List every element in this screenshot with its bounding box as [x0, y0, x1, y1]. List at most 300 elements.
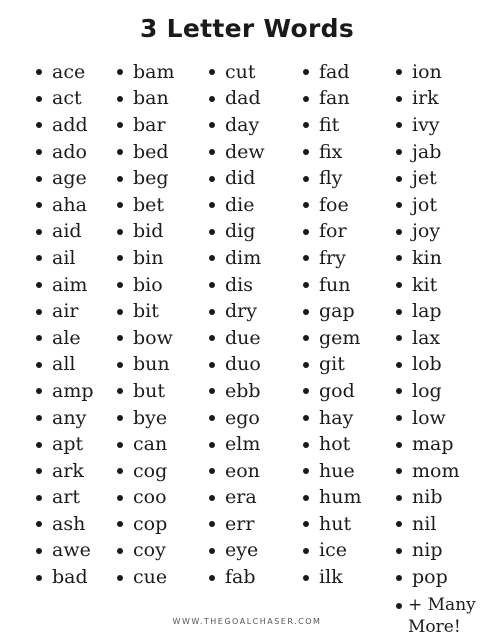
bullet-icon	[36, 548, 42, 554]
list-item	[117, 511, 175, 538]
list-item	[117, 192, 175, 219]
bullet-icon	[396, 176, 402, 182]
bullet-icon	[396, 388, 402, 394]
bullet-icon	[117, 575, 123, 581]
bullet-icon	[303, 495, 309, 501]
word-text: ado	[52, 140, 87, 163]
bullet-icon	[396, 282, 402, 288]
list-item	[303, 564, 362, 591]
list-item	[303, 538, 362, 565]
bullet-icon	[209, 575, 215, 581]
bullet-icon	[209, 255, 215, 261]
word-text: coy	[133, 539, 166, 562]
word-text: cue	[133, 566, 168, 589]
bullet-icon	[209, 415, 215, 421]
word-text: awe	[52, 539, 91, 562]
bullet-icon	[36, 362, 42, 368]
list-item	[209, 272, 265, 299]
word-text: dis	[225, 273, 253, 296]
bullet-icon	[36, 122, 42, 128]
bullet-icon	[209, 362, 215, 368]
bullet-icon	[303, 335, 309, 341]
list-item	[209, 538, 265, 565]
list-item	[36, 485, 94, 512]
bullet-icon	[117, 442, 123, 448]
bullet-icon	[117, 255, 123, 261]
bullet-icon	[303, 362, 309, 368]
list-item	[36, 511, 94, 538]
list-item	[36, 86, 94, 113]
bullet-icon	[303, 309, 309, 315]
bullet-icon	[209, 335, 215, 341]
bullet-icon	[396, 442, 402, 448]
list-item	[36, 538, 94, 565]
bullet-icon	[117, 548, 123, 554]
list-item	[36, 112, 94, 139]
word-text: fix	[319, 140, 343, 163]
bullet-icon	[303, 575, 309, 581]
list-item	[209, 485, 265, 512]
list-item	[36, 564, 94, 591]
word-text: fun	[319, 273, 351, 296]
list-item	[396, 139, 459, 166]
word-text: bet	[133, 193, 165, 216]
bullet-icon	[117, 229, 123, 235]
bullet-icon	[303, 282, 309, 288]
word-text: lob	[412, 353, 442, 376]
list-item	[209, 405, 265, 432]
word-text: aim	[52, 273, 88, 296]
word-text: ego	[225, 406, 260, 429]
word-text: apt	[52, 433, 84, 456]
list-item	[209, 112, 265, 139]
list-item	[303, 352, 362, 379]
list-item	[117, 378, 175, 405]
bullet-icon	[117, 202, 123, 208]
bullet-icon	[303, 548, 309, 554]
list-item	[209, 139, 265, 166]
word-text: ace	[52, 60, 86, 83]
list-item	[396, 86, 459, 113]
bullet-icon	[396, 96, 402, 102]
list-item	[303, 86, 362, 113]
word-text: dim	[225, 246, 262, 269]
list-item	[36, 272, 94, 299]
list-item	[36, 458, 94, 485]
bullet-icon	[303, 122, 309, 128]
list-item	[209, 431, 265, 458]
list-item	[209, 165, 265, 192]
bullet-icon	[209, 69, 215, 75]
list-item	[303, 325, 362, 352]
word-text: air	[52, 300, 79, 323]
word-text: fry	[319, 246, 346, 269]
list-item	[117, 165, 175, 192]
list-item	[36, 165, 94, 192]
word-text: all	[52, 353, 76, 376]
bullet-icon	[209, 495, 215, 501]
bullet-icon	[117, 309, 123, 315]
list-item	[396, 245, 459, 272]
bullet-icon	[303, 415, 309, 421]
bullet-icon	[303, 149, 309, 155]
bullet-icon	[396, 202, 402, 208]
list-item	[209, 59, 265, 86]
word-text: hut	[319, 512, 352, 535]
bullet-icon	[36, 309, 42, 315]
list-item	[303, 59, 362, 86]
word-text: day	[225, 113, 260, 136]
bullet-icon	[36, 282, 42, 288]
bullet-icon	[303, 255, 309, 261]
page-title: 3 Letter Words	[139, 14, 355, 43]
word-text: eon	[225, 459, 260, 482]
bullet-icon	[36, 388, 42, 394]
list-item	[396, 564, 459, 591]
bullet-icon	[209, 388, 215, 394]
list-item	[209, 564, 265, 591]
list-item	[117, 298, 175, 325]
many-more-line1: + Many	[408, 595, 476, 615]
list-item	[396, 511, 459, 538]
list-item	[396, 431, 459, 458]
list-item	[303, 298, 362, 325]
word-text: bar	[133, 113, 166, 136]
word-text: coo	[133, 486, 167, 509]
word-text: die	[225, 193, 255, 216]
bullet-icon	[36, 176, 42, 182]
bullet-icon	[396, 229, 402, 235]
bullet-icon	[396, 255, 402, 261]
bullet-icon	[303, 388, 309, 394]
list-item	[117, 59, 175, 86]
word-column-1	[36, 59, 94, 591]
list-item	[303, 219, 362, 246]
word-text: kin	[412, 246, 442, 269]
word-column-3	[209, 59, 265, 591]
list-item	[303, 485, 362, 512]
bullet-icon	[117, 69, 123, 75]
list-item	[117, 431, 175, 458]
list-item	[117, 112, 175, 139]
word-text: era	[225, 486, 257, 509]
bullet-icon	[117, 388, 123, 394]
list-item	[396, 325, 459, 352]
bullet-icon	[303, 69, 309, 75]
bullet-icon	[209, 202, 215, 208]
list-item	[117, 352, 175, 379]
word-text: bio	[133, 273, 163, 296]
word-text: bad	[52, 566, 88, 589]
word-text: ash	[52, 512, 86, 535]
list-item	[36, 245, 94, 272]
bullet-icon	[117, 468, 123, 474]
bullet-icon	[396, 309, 402, 315]
bullet-icon	[396, 521, 402, 527]
bullet-icon	[303, 521, 309, 527]
word-text: ale	[52, 326, 81, 349]
bullet-icon	[36, 255, 42, 261]
bullet-icon	[117, 122, 123, 128]
word-text: mom	[412, 459, 460, 482]
bullet-icon	[209, 149, 215, 155]
list-item	[396, 485, 459, 512]
list-item	[396, 272, 459, 299]
list-item	[36, 431, 94, 458]
bullet-icon	[209, 122, 215, 128]
word-text: dew	[225, 140, 265, 163]
list-item	[396, 219, 459, 246]
list-item	[117, 325, 175, 352]
list-item	[396, 112, 459, 139]
bullet-icon	[303, 176, 309, 182]
word-text: ebb	[225, 379, 261, 402]
word-text: bit	[133, 300, 159, 323]
word-text: fly	[319, 167, 343, 190]
word-text: bow	[133, 326, 173, 349]
list-item	[36, 352, 94, 379]
bullet-icon	[117, 521, 123, 527]
word-text: ice	[319, 539, 347, 562]
list-item	[117, 272, 175, 299]
bullet-icon	[396, 548, 402, 554]
bullet-icon	[117, 362, 123, 368]
list-item	[117, 485, 175, 512]
list-item	[209, 511, 265, 538]
word-text: eye	[225, 539, 259, 562]
word-text: dig	[225, 220, 256, 243]
word-text: low	[412, 406, 446, 429]
list-item	[117, 564, 175, 591]
word-text: any	[52, 406, 87, 429]
bullet-icon	[396, 495, 402, 501]
list-item	[36, 298, 94, 325]
word-text: log	[412, 379, 442, 402]
word-text: nil	[412, 512, 437, 535]
bullet-icon	[303, 229, 309, 235]
list-item	[396, 458, 459, 485]
list-item	[117, 245, 175, 272]
bullet-icon	[36, 69, 42, 75]
list-item	[303, 378, 362, 405]
list-item	[36, 405, 94, 432]
word-text: foe	[319, 193, 349, 216]
word-column-5	[396, 59, 459, 591]
list-item	[117, 86, 175, 113]
bullet-icon	[209, 96, 215, 102]
bullet-icon	[396, 335, 402, 341]
list-item	[396, 165, 459, 192]
bullet-icon	[36, 229, 42, 235]
list-item	[36, 219, 94, 246]
word-text: fab	[225, 566, 256, 589]
bullet-icon	[36, 442, 42, 448]
word-text: cut	[225, 60, 256, 83]
list-item	[117, 405, 175, 432]
list-item	[209, 298, 265, 325]
bullet-icon	[396, 69, 402, 75]
bullet-icon	[303, 468, 309, 474]
list-item	[209, 378, 265, 405]
list-item	[303, 139, 362, 166]
word-text: cog	[133, 459, 168, 482]
bullet-icon	[303, 96, 309, 102]
word-column-2	[117, 59, 175, 591]
bullet-icon	[303, 442, 309, 448]
list-item	[209, 245, 265, 272]
word-text: but	[133, 379, 166, 402]
word-text: bam	[133, 60, 175, 83]
bullet-icon	[117, 335, 123, 341]
list-item	[36, 378, 94, 405]
word-text: elm	[225, 433, 261, 456]
word-text: ban	[133, 87, 169, 110]
bullet-icon	[396, 603, 402, 609]
word-text: err	[225, 512, 255, 535]
list-item	[303, 272, 362, 299]
list-item	[117, 458, 175, 485]
bullet-icon	[117, 282, 123, 288]
bullet-icon	[303, 202, 309, 208]
bullet-icon	[209, 468, 215, 474]
bullet-icon	[209, 309, 215, 315]
list-item	[117, 538, 175, 565]
bullet-icon	[36, 575, 42, 581]
word-text: act	[52, 87, 82, 110]
word-text: due	[225, 326, 261, 349]
word-text: kit	[412, 273, 438, 296]
word-text: gap	[319, 300, 355, 323]
word-text: hum	[319, 486, 362, 509]
word-text: git	[319, 353, 345, 376]
word-text: for	[319, 220, 347, 243]
bullet-icon	[36, 521, 42, 527]
word-text: did	[225, 167, 256, 190]
word-text: cop	[133, 512, 168, 535]
list-item	[36, 139, 94, 166]
bullet-icon	[209, 176, 215, 182]
word-text: god	[319, 379, 355, 402]
bullet-icon	[36, 495, 42, 501]
bullet-icon	[117, 415, 123, 421]
many-more-line2: More!	[408, 617, 461, 638]
bullet-icon	[117, 495, 123, 501]
word-text: ail	[52, 246, 76, 269]
bullet-icon	[396, 575, 402, 581]
word-text: hot	[319, 433, 351, 456]
word-text: art	[52, 486, 81, 509]
list-item	[303, 458, 362, 485]
footer-url: WWW.THEGOALCHASER.COM	[172, 617, 322, 626]
bullet-icon	[117, 96, 123, 102]
word-text: ion	[412, 60, 442, 83]
list-item	[303, 112, 362, 139]
word-text: nib	[412, 486, 443, 509]
word-text: irk	[412, 87, 439, 110]
word-text: bye	[133, 406, 168, 429]
word-text: can	[133, 433, 168, 456]
list-item	[303, 511, 362, 538]
list-item	[209, 192, 265, 219]
word-text: add	[52, 113, 88, 136]
list-item	[117, 139, 175, 166]
word-text: fan	[319, 87, 350, 110]
bullet-icon	[36, 335, 42, 341]
bullet-icon	[209, 521, 215, 527]
word-text: aha	[52, 193, 87, 216]
word-text: ivy	[412, 113, 440, 136]
bullet-icon	[117, 176, 123, 182]
word-text: dry	[225, 300, 257, 323]
word-text: hue	[319, 459, 355, 482]
word-text: aid	[52, 220, 82, 243]
word-column-4	[303, 59, 362, 591]
bullet-icon	[36, 468, 42, 474]
list-item	[303, 192, 362, 219]
list-item	[303, 245, 362, 272]
bullet-icon	[36, 415, 42, 421]
bullet-icon	[396, 362, 402, 368]
word-text: bun	[133, 353, 170, 376]
list-item	[396, 538, 459, 565]
bullet-icon	[396, 122, 402, 128]
word-text: lap	[412, 300, 442, 323]
list-item	[209, 325, 265, 352]
bullet-icon	[209, 442, 215, 448]
list-item	[396, 352, 459, 379]
bullet-icon	[209, 282, 215, 288]
list-item	[36, 59, 94, 86]
list-item	[303, 431, 362, 458]
word-text: joy	[412, 220, 441, 243]
word-text: nip	[412, 539, 443, 562]
word-text: bin	[133, 246, 164, 269]
bullet-icon	[396, 415, 402, 421]
word-text: ilk	[319, 566, 343, 589]
word-text: jab	[412, 140, 442, 163]
list-item	[209, 219, 265, 246]
list-item	[36, 325, 94, 352]
word-text: fit	[319, 113, 340, 136]
bullet-icon	[36, 96, 42, 102]
list-item	[396, 298, 459, 325]
list-item	[396, 378, 459, 405]
word-text: bed	[133, 140, 169, 163]
word-text: fad	[319, 60, 350, 83]
word-text: ark	[52, 459, 84, 482]
word-text: jet	[412, 167, 437, 190]
list-item	[209, 86, 265, 113]
bullet-icon	[36, 202, 42, 208]
list-item	[209, 352, 265, 379]
list-item	[209, 458, 265, 485]
word-text: pop	[412, 566, 448, 589]
bullet-icon	[209, 229, 215, 235]
list-item	[36, 192, 94, 219]
bullet-icon	[209, 548, 215, 554]
word-text: amp	[52, 379, 94, 402]
word-text: jot	[412, 193, 437, 216]
bullet-icon	[117, 149, 123, 155]
word-text: map	[412, 433, 454, 456]
word-text: duo	[225, 353, 261, 376]
word-text: gem	[319, 326, 361, 349]
list-item	[396, 192, 459, 219]
list-item	[396, 59, 459, 86]
word-text: hay	[319, 406, 354, 429]
bullet-icon	[396, 149, 402, 155]
bullet-icon	[396, 468, 402, 474]
